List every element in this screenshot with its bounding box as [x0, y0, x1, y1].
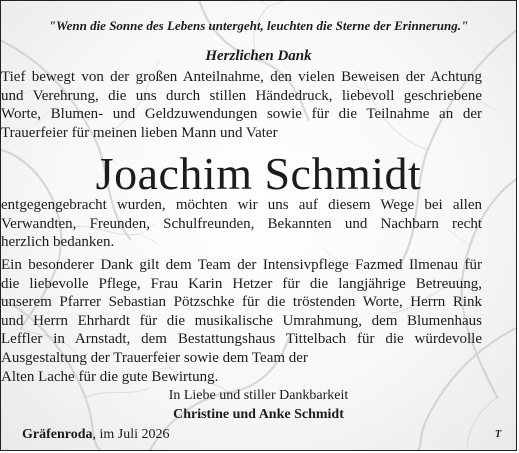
text-line: Ein besonderer Dank gilt dem Team der Intensivpflege Fazmed Ilmenau für [1, 257, 482, 273]
place-date [22, 427, 170, 443]
text-line: Verwandten, Freunden, Schulfreunden, Bekannten und Nachbarn recht [1, 215, 482, 232]
text-line: Tief bewegt von der großen Anteilnahme, den vielen Beweisen der Achtung [1, 69, 482, 85]
text-line: Ausgestaltung der Trauerfeier sowie dem Team der [1, 349, 308, 366]
deceased-name: Joachim Schmidt [95, 148, 422, 199]
text-line: Alten Lache für die gute Bewirtung. [1, 368, 219, 385]
thanks-paragraph-relatives [1, 196, 482, 252]
text-line: herzlich bedanken. [1, 234, 115, 251]
text-line: Trauerfeier für meinen lieben Mann und Vater [1, 124, 278, 141]
motto-quote: "Wenn die Sonne des Lebens untergeht, leuchten die Sterne der Erinnerung." [48, 18, 469, 33]
signoff-line: In Liebe und stiller Dankbarkeit [168, 388, 349, 403]
thanks-paragraph-intro [1, 68, 482, 142]
publisher-mark: T [495, 429, 502, 440]
date-text: , im Juli 2026 [92, 427, 170, 442]
text-line: Worte, Blumen- und Geldzuwendungen sowie für die Teilnahme an der [1, 106, 482, 123]
thanks-paragraph-special [1, 256, 482, 386]
text-line: und Verehrung, die uns durch stillen Händedruck, liebevoll geschriebene [1, 87, 482, 104]
text-line: und Herrn Ehrhardt für die musikalische Umrahmung, dem Blumenhaus [1, 312, 482, 329]
text-line: die liebevolle Pflege, Frau Karin Hetzer für die langjährige Betreuung, [1, 275, 482, 292]
signers-names: Christine und Anke Schmidt [173, 407, 344, 422]
thanks-heading: Herzlichen Dank [205, 48, 312, 64]
text-line: entgegengebracht wurden, möchten wir uns auf diesem Wege bei allen [1, 197, 482, 213]
text-line: unserem Pfarrer Sebastian Pötzschke für die tröstenden Worte, Herrn Rink [1, 294, 482, 311]
place-name: Gräfenroda [22, 427, 93, 442]
text-line: Leffler in Arnstadt, dem Bestattungshaus Tittelbach für die würdevolle [1, 331, 482, 348]
